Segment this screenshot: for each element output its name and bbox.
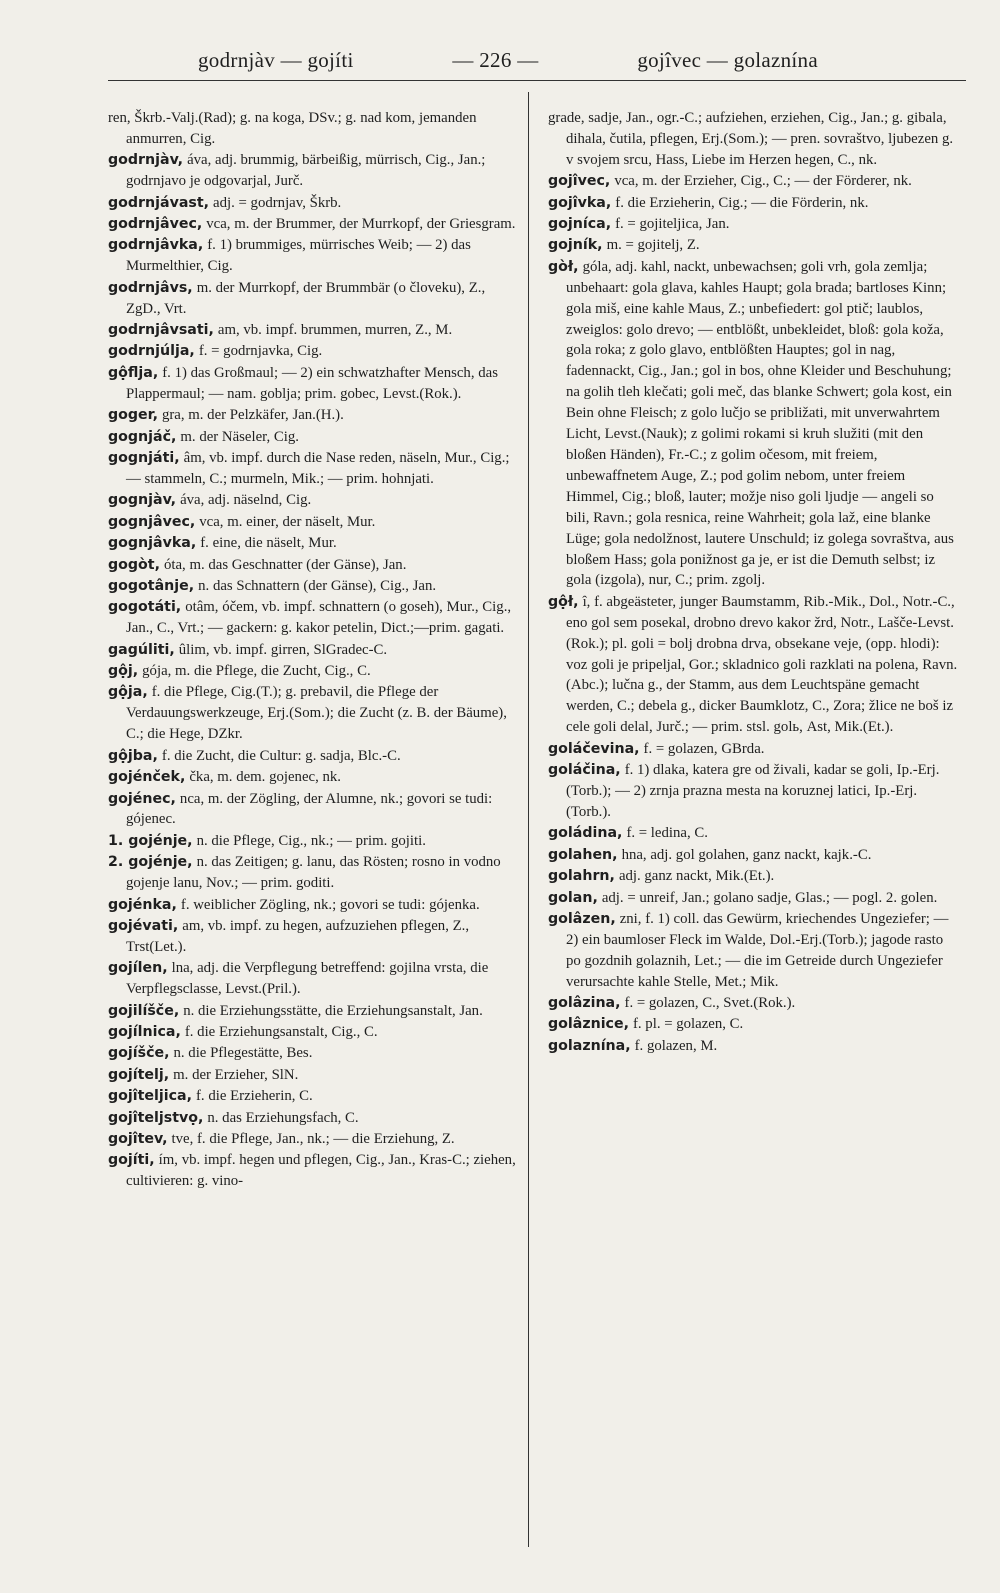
entry-headword: godrnjávast, (108, 194, 210, 211)
dictionary-entry (548, 214, 958, 235)
dictionary-entry (108, 405, 518, 426)
dictionary-entry (548, 592, 958, 738)
entry-headword: godrnjâvsati, (108, 322, 214, 339)
entry-definition: n. das Erziehungsfach, C. (207, 1109, 359, 1126)
entry-definition: f. die Erzieherin, Cig.; — die Förderin, nk. (615, 194, 869, 211)
entry-definition: ren, Škrb.-Valj.(Rad); g. na koga, DSv.; g. nad kom, jemanden anmurren, Cig. (108, 110, 477, 147)
entry-headword: gojénček, (108, 769, 186, 786)
dictionary-entry (108, 1150, 518, 1192)
entry-definition: n. das Zeitigen; g. lanu, das Rösten; rosno in vodno gojenje lanu, Nov.; — prim. goditi. (126, 854, 501, 892)
entry-definition: vca, m. der Brummer, der Murrkopf, der Griesgram. (206, 216, 516, 233)
header-right: gojîvec — golaznína (637, 47, 818, 72)
entry-headword: goláčina, (548, 762, 621, 779)
entry-definition: vca, m. einer, der näselt, Mur. (199, 513, 376, 530)
dictionary-entry (108, 448, 518, 490)
entry-headword: godrnjâvec, (108, 216, 203, 233)
entry-headword: goger, (108, 407, 158, 424)
entry-definition: m. der Murrkopf, der Brummbär (o človeku), Z., ZgD., Vrt. (126, 279, 486, 317)
entry-headword: gòł, (548, 258, 579, 275)
dictionary-entry (108, 682, 518, 745)
dictionary-entry (108, 661, 518, 682)
entry-headword: golâzen, (548, 910, 616, 927)
page-number: — 226 — (452, 47, 539, 72)
entry-headword: gojíti, (108, 1152, 155, 1169)
entry-headword: golâzina, (548, 995, 621, 1012)
dictionary-entry (548, 1036, 958, 1057)
entry-headword: gojílnica, (108, 1023, 181, 1040)
dictionary-entry (108, 1108, 518, 1129)
dictionary-entry (108, 512, 518, 533)
entry-headword: gojîvec, (548, 173, 611, 190)
entry-headword: gojévati, (108, 917, 179, 934)
dictionary-entry (108, 640, 518, 661)
entry-definition: f. 1) dlaka, katera gre od živali, kadar se goli, Ip.-Erj.(Torb.); — 2) zrnja prazna mesta na koruznej latici, Ip.-Erj.(Torb.). (566, 762, 940, 820)
entry-definition: f. = godrnjavka, Cig. (198, 343, 323, 360)
dictionary-entry (108, 916, 518, 958)
header-left: godrnjàv — gojíti (198, 47, 354, 72)
entry-definition: adj. ganz nackt, Mik.(Et.). (618, 868, 775, 885)
entry-headword: gojílen, (108, 960, 168, 977)
entry-headword: golan, (548, 889, 598, 906)
dictionary-entry (548, 1014, 958, 1035)
dictionary-entry (108, 789, 518, 831)
entry-headword: gojîtev, (108, 1131, 168, 1147)
dictionary-entry (548, 257, 958, 592)
entry-headword: gộjba, (108, 747, 158, 764)
entry-definition: am, vb. impf. zu hegen, aufzuziehen pflegen, Z., Trst(Let.). (126, 917, 470, 955)
header-rule (108, 80, 966, 81)
entry-definition: ím, vb. impf. hegen und pflegen, Cig., Jan., Kras-C.; ziehen, cultivieren: g. vino- (126, 1152, 516, 1190)
dictionary-entry (108, 895, 518, 916)
entry-definition: n. das Schnattern (der Gänse), Cig., Jan. (198, 577, 437, 594)
entry-definition: î, f. abgeästeter, junger Baumstamm, Rib.-Mik., Dol., Notr.-C., eno gol sem posekal, drobno drevo kakor žrd, Notr., Lašče-Levst.(Rok.); pl. goli = bolj drobna drva, obsekane veje, (opp. hlodi): voz goli je pripeljal, Gor.; skladnico goli razklati na polena, Ravn.(Abc.); lučna g., der Stamm, aus dem Leuchtspäne gemacht werden, C.; debela g., dicker Baumklotz, C., Zora; žlice ne boš iz cele goli delal, Jurč.; — prim. stsl. golь, Ast, Mik.(Et.). (566, 593, 958, 736)
entry-definition: f. = ledina, C. (626, 825, 708, 842)
entry-definition: óta, m. das Geschnatter (der Gänse), Jan. (163, 556, 407, 573)
entry-definition: m. = gojitelj, Z. (606, 237, 700, 254)
dictionary-entry (108, 597, 518, 639)
entry-definition: góla, adj. kahl, nackt, unbewachsen; goli vrh, gola zemlja; unbehaart: gola glava, kahles Haupt; gola brada; bartloses Kinn; gola miš, eine kahle Maus, Z.; unbefiedert: gol ptič; laublos, zweiglos: golo drevo; — entblößt, unbekleidet, bloß: gola koža, gola roka; z golo glavo, entblößten Hauptes; gol in nag, fadennackt, Cig., Jan.; gol in bos, ohne Kleider und Beschuhung; na golih tleh klečati; goli meč, das blanke Schwert; gola kost, ein Bein ohne Fleisch; z golo lučjo se približati, mit unverwahrtem Licht, Levst.(Nauk); z golimi rokami si kruh služiti (mit den bloßen Händen), Fr.-C.; z golim očesom, mit freiem, unbewaffnetem Auge, Z.; pod golim nebom, unter freiem Himmel, Cig.; bloß, lauter; možje niso goli ljudje — angeli so bili, Ravn.; gola resnica, reine Wahrheit; gola laž, eine blanke Lüge; gola nedolžnost, lautere Unschuld; iz golega sovraštva, aus bloßem Hass; gola ponižnost ga je, er ist die Demuth selbst; iz gola (izgola), nur, C.; prim. zgolj. (566, 258, 954, 589)
entry-definition: n. die Erziehungsstätte, die Erziehungsanstalt, Jan. (183, 1002, 483, 1019)
entry-definition: áva, adj. näselnd, Cig. (180, 492, 312, 509)
entry-headword: gojîvka, (548, 194, 612, 211)
column-divider (528, 92, 529, 1547)
entry-headword: golaznína, (548, 1037, 631, 1054)
entry-headword: gognjàv, (108, 492, 177, 509)
entry-headword: gagúliti, (108, 641, 175, 658)
dictionary-entry (108, 108, 518, 150)
dictionary-entry (548, 193, 958, 214)
entry-definition: f. eine, die näselt, Mur. (200, 535, 337, 552)
left-column (108, 108, 518, 1548)
dictionary-entry (108, 193, 518, 214)
entry-headword: gognjáč, (108, 428, 177, 445)
entry-definition: f. = gojiteljica, Jan. (615, 216, 730, 233)
entry-headword: gojilíšče, (108, 1002, 180, 1019)
dictionary-entry (108, 150, 518, 192)
dictionary-entry (548, 823, 958, 844)
entry-definition: f. pl. = golazen, C. (632, 1016, 744, 1033)
entry-definition: zni, f. 1) coll. das Gewürm, kriechendes Ungeziefer; — 2) ein baumloser Fleck im Walde, Dol.-Erj.(Torb.); jagode rasto po gozdnih golaznih, Let.; — die im Getreide durch Ungeziefer verursachte kahle Stelle, Met.; Mik. (566, 910, 949, 990)
dictionary-entry (108, 341, 518, 362)
dictionary-entry (108, 555, 518, 576)
entry-definition: f. die Zucht, die Cultur: g. sadja, Blc.-C. (161, 747, 401, 764)
entry-headword: gộflja, (108, 364, 159, 381)
entry-definition: n. die Pflegestätte, Bes. (173, 1045, 313, 1062)
entry-definition: f. = golazen, GBrda. (643, 740, 765, 757)
dictionary-entry (108, 767, 518, 788)
entry-headword: godrnjâvs, (108, 279, 193, 296)
entry-headword: gộj, (108, 663, 139, 680)
entry-headword: 1. gojénje, (108, 832, 193, 849)
dictionary-entry (108, 320, 518, 341)
entry-headword: gognjáti, (108, 450, 180, 466)
entry-definition: m. der Erzieher, SlN. (173, 1066, 299, 1083)
entry-headword: 2. gojénje, (108, 854, 193, 871)
entry-headword: goláčevina, (548, 740, 640, 757)
entry-definition: am, vb. impf. brummen, murren, Z., M. (217, 322, 453, 339)
entry-headword: gộł, (548, 593, 579, 610)
entry-definition: tve, f. die Pflege, Jan., nk.; — die Erziehung, Z. (171, 1131, 455, 1147)
dictionary-entry (108, 1065, 518, 1086)
entry-definition: hna, adj. gol golahen, ganz nackt, kajk.-C. (621, 846, 872, 863)
entry-definition: f. die Erzieherin, C. (196, 1088, 313, 1105)
right-column (548, 108, 958, 1548)
entry-headword: gogotáti, (108, 599, 182, 616)
dictionary-entry (108, 1043, 518, 1064)
entry-definition: čka, m. dem. gojenec, nk. (189, 769, 341, 786)
dictionary-entry (548, 739, 958, 760)
entry-definition: otâm, óčem, vb. impf. schnattern (o goseh), Mur., Cig., Jan., C., Vrt.; — gackern: g. kakor petelin, Dict.;—prim. gagati. (126, 599, 512, 637)
entry-headword: gognjâvec, (108, 513, 196, 530)
entry-definition: grade, sadje, Jan., ogr.-C.; aufziehen, erziehen, Cig., Jan.; g. gibala, dihala, čutila, pflegen, Erj.(Som.); — pren. sovraštvo, ljubezen g. v svojem srcu, Hass, Liebe im Herzen hegen, C., nk. (548, 110, 954, 168)
entry-headword: gojíšče, (108, 1045, 170, 1062)
entry-headword: godrnjàv, (108, 152, 184, 169)
entry-definition: f. die Erziehungsanstalt, Cig., C. (184, 1023, 378, 1040)
dictionary-entry (548, 845, 958, 866)
dictionary-entry (108, 831, 518, 852)
dictionary-entry (548, 760, 958, 823)
entry-headword: gojîteljica, (108, 1088, 192, 1105)
entry-definition: f. = golazen, C., Svet.(Rok.). (624, 995, 796, 1012)
entry-definition: m. der Näseler, Cig. (180, 428, 299, 445)
dictionary-entry (548, 171, 958, 192)
entry-definition: ûlim, vb. impf. girren, SlGradec-C. (178, 641, 388, 658)
entry-definition: f. die Pflege, Cig.(T.); g. prebavil, die Pflege der Verdauungswerkzeuge, Erj.(Som.); die Zucht (z. B. der Bäume), C.; die Hege, DZkr. (126, 684, 507, 743)
dictionary-entry (108, 490, 518, 511)
entry-headword: golahrn, (548, 868, 615, 885)
dictionary-entry (108, 1129, 518, 1150)
dictionary-entry (108, 363, 518, 405)
dictionary-entry (108, 1022, 518, 1043)
dictionary-entry (548, 866, 958, 887)
entry-definition: n. die Pflege, Cig., nk.; — prim. gojiti. (196, 832, 426, 849)
entry-definition: lna, adj. die Verpflegung betreffend: gojilna vrsta, die Verpflegsclasse, Levst.(Pril.). (126, 960, 489, 998)
running-header (198, 44, 818, 76)
entry-headword: gojîteljstvọ, (108, 1109, 204, 1126)
entry-headword: gojénec, (108, 790, 176, 807)
dictionary-entry (108, 852, 518, 894)
dictionary-entry (548, 235, 958, 256)
entry-headword: gojénka, (108, 896, 177, 913)
dictionary-entry (108, 235, 518, 277)
entry-headword: golâznice, (548, 1016, 629, 1033)
entry-headword: gojítelj, (108, 1066, 170, 1083)
entry-headword: gognjâvka, (108, 535, 197, 552)
dictionary-entry (108, 1001, 518, 1022)
entry-definition: f. 1) das Großmaul; — 2) ein schwatzhafter Mensch, das Plappermaul; — nam. goblja; prim. gobec, Levst.(Rok.). (126, 364, 498, 402)
dictionary-entry (108, 576, 518, 597)
dictionary-entry (548, 909, 958, 993)
dictionary-entry (108, 427, 518, 448)
entry-definition: f. weiblicher Zögling, nk.; govori se tudi: gójenka. (180, 896, 480, 913)
entry-definition: nca, m. der Zögling, der Alumne, nk.; govori se tudi: gójenec. (126, 790, 493, 828)
dictionary-entry (108, 1086, 518, 1107)
dictionary-entry (108, 278, 518, 320)
entry-headword: golahen, (548, 846, 618, 863)
entry-headword: goládina, (548, 825, 623, 842)
entry-definition: áva, adj. brummig, bärbeißig, mürrisch, Cig., Jan.; godrnjavo je odgovarjal, Jurč. (126, 152, 486, 190)
dictionary-entry (548, 108, 958, 171)
entry-definition: vca, m. der Erzieher, Cig., C.; — der Förderer, nk. (614, 173, 912, 190)
dictionary-entry (108, 214, 518, 235)
entry-definition: âm, vb. impf. durch die Nase reden, näseln, Mur., Cig.; — stammeln, C.; murmeln, Mik.; — prim. hohnjati. (126, 450, 510, 487)
entry-definition: f. 1) brummiges, mürrisches Weib; — 2) das Murmelthier, Cig. (126, 237, 471, 275)
entry-headword: gojník, (548, 237, 603, 254)
entry-headword: godrnjâvka, (108, 237, 204, 254)
dictionary-entry (108, 746, 518, 767)
entry-headword: gojníca, (548, 216, 612, 233)
entry-definition: f. golazen, M. (634, 1037, 718, 1054)
entry-headword: gộja, (108, 684, 148, 701)
dictionary-entry (108, 533, 518, 554)
entry-definition: gója, m. die Pflege, die Zucht, Cig., C. (142, 663, 371, 680)
dictionary-entry (548, 888, 958, 909)
dictionary-entry (548, 993, 958, 1014)
dictionary-entry (108, 958, 518, 1000)
entry-definition: adj. = godrnjav, Škrb. (213, 194, 342, 211)
entry-headword: godrnjúlja, (108, 343, 195, 360)
entry-headword: gogòt, (108, 556, 160, 573)
entry-definition: adj. = unreif, Jan.; golano sadje, Glas.; — pogl. 2. golen. (601, 889, 938, 906)
entry-definition: gra, m. der Pelzkäfer, Jan.(H.). (161, 407, 344, 424)
entry-headword: gogotânje, (108, 577, 195, 594)
